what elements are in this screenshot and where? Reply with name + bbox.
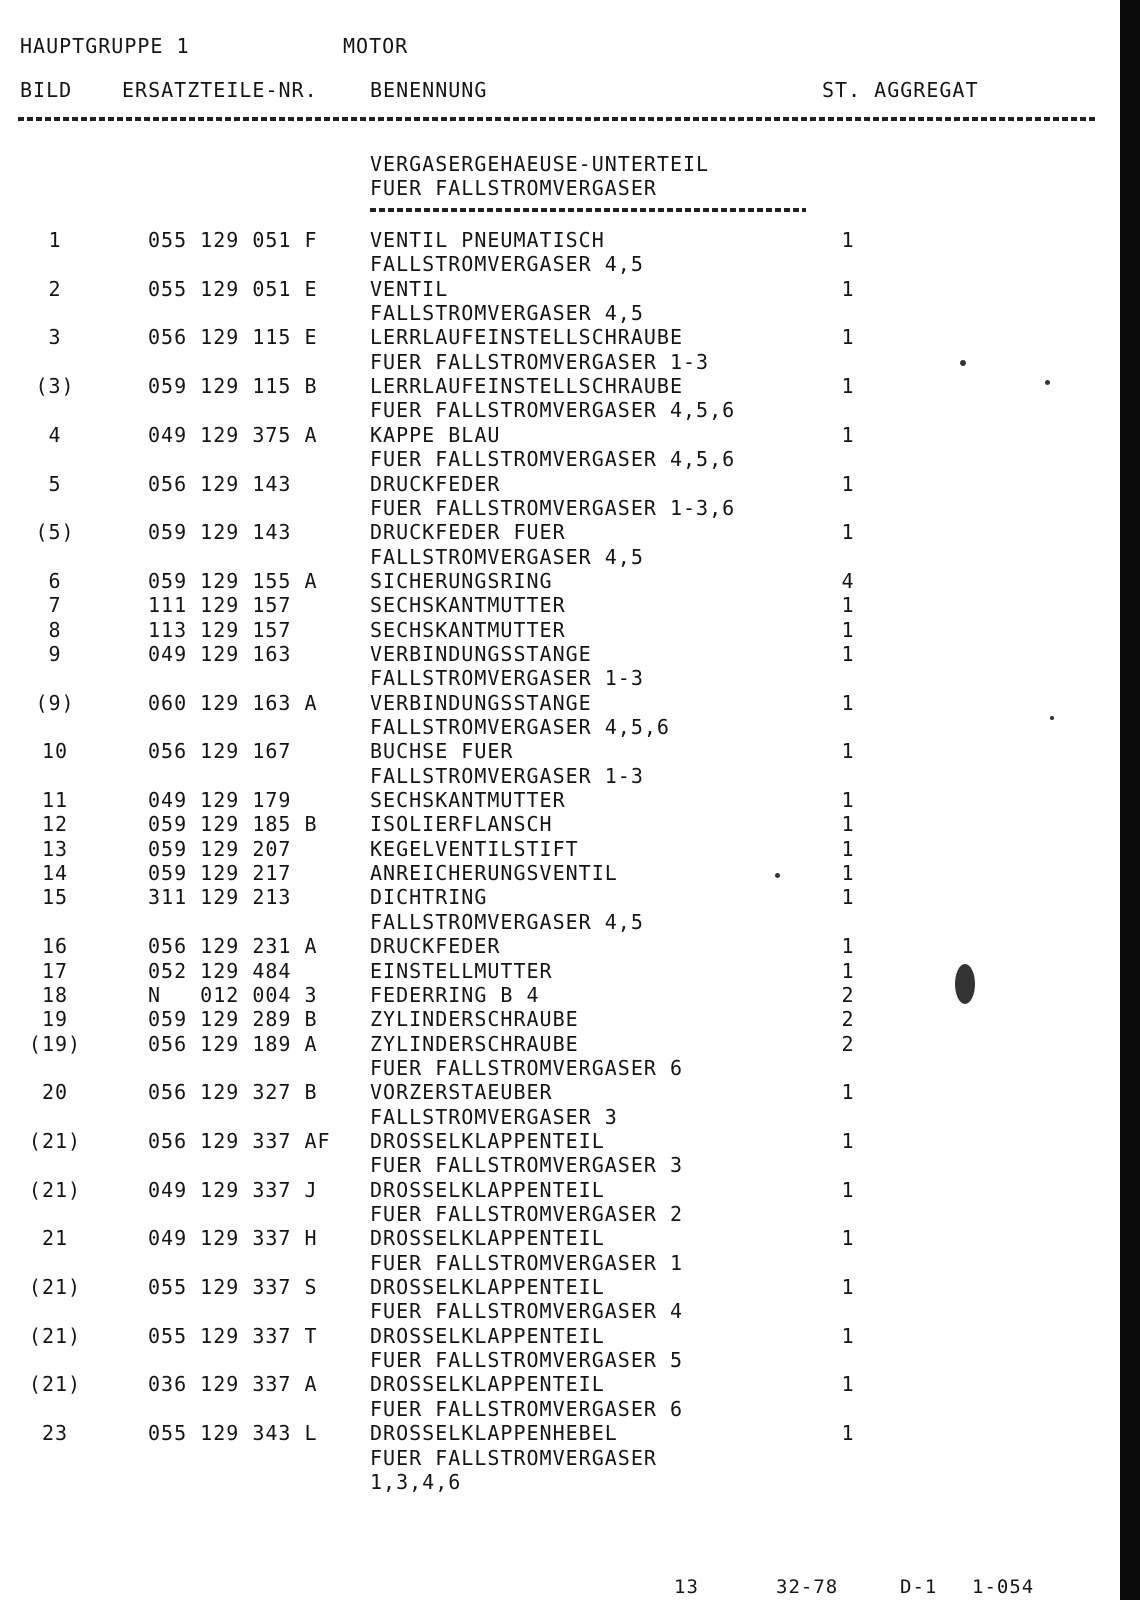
section-title: VERGASERGEHAEUSE-UNTERTEIL [370,152,710,176]
part-position-number: 20 [41,1080,69,1104]
part-row [0,861,1110,886]
scan-blot [955,964,975,1004]
part-row [0,837,1110,862]
section-subtitle: FUER FALLSTROMVERGASER [370,176,657,200]
part-position-number: (19) [28,1032,82,1056]
part-position-number: (9) [35,691,75,715]
part-row [0,1178,1110,1203]
part-row [0,1470,1110,1495]
part-name: DROSSELKLAPPENHEBEL [370,1421,618,1445]
part-position-number: (21) [28,1275,82,1299]
part-row [0,1153,1110,1178]
part-quantity: 1 [841,1324,855,1348]
part-name: DICHTRING [370,885,488,909]
part-row [0,1007,1110,1032]
part-position-number: 2 [48,277,62,301]
part-row [0,910,1110,935]
part-name: DROSSELKLAPPENTEIL [370,1129,605,1153]
part-row [0,545,1110,570]
part-row [0,301,1110,326]
part-quantity: 1 [841,1421,855,1445]
part-name: KAPPE BLAU [370,423,501,447]
part-quantity: 1 [841,812,855,836]
part-quantity: 1 [841,618,855,642]
part-name: DRUCKFEDER [370,472,501,496]
part-row [0,1275,1110,1300]
part-name: BUCHSE FUER [370,739,514,763]
part-row [0,1032,1110,1057]
part-row [0,983,1110,1008]
part-position-number: 3 [48,325,62,349]
footer-sheet: D-1 [900,1576,938,1598]
part-row [0,1105,1110,1130]
part-quantity: 1 [841,228,855,252]
part-position-number: 17 [41,959,69,983]
part-row [0,1324,1110,1349]
part-row [0,252,1110,277]
part-row [0,1421,1110,1446]
part-number: 055 129 337 S [148,1275,318,1299]
part-name: ZYLINDERSCHRAUBE [370,1007,579,1031]
part-name: LERRLAUFEINSTELLSCHRAUBE [370,374,683,398]
part-position-number: 6 [48,569,62,593]
part-row [0,691,1110,716]
scan-speck [960,360,966,366]
part-quantity: 4 [841,569,855,593]
part-row [0,1397,1110,1422]
part-name: SICHERUNGSRING [370,569,553,593]
part-quantity: 1 [841,1178,855,1202]
part-row [0,569,1110,594]
part-position-number: 1 [48,228,62,252]
part-name: FUER FALLSTROMVERGASER 5 [370,1348,683,1372]
part-row [0,325,1110,350]
part-position-number: 15 [41,885,69,909]
part-position-number: 23 [41,1421,69,1445]
part-name: VENTIL PNEUMATISCH [370,228,605,252]
part-name: ZYLINDERSCHRAUBE [370,1032,579,1056]
part-quantity: 1 [841,1226,855,1250]
part-number: 059 129 155 A [148,569,318,593]
section-underline [370,208,806,212]
part-row [0,1372,1110,1397]
part-quantity: 1 [841,788,855,812]
part-name: FUER FALLSTROMVERGASER 6 [370,1056,683,1080]
part-position-number: 4 [48,423,62,447]
part-row [0,666,1110,691]
part-name: FUER FALLSTROMVERGASER 2 [370,1202,683,1226]
part-number: 052 129 484 [148,959,292,983]
part-name: VENTIL [370,277,449,301]
part-row [0,959,1110,984]
part-name: FUER FALLSTROMVERGASER [370,1446,657,1470]
part-row [0,496,1110,521]
part-row [0,812,1110,837]
part-position-number: 10 [41,739,69,763]
part-number: 049 129 179 [148,788,292,812]
part-quantity: 1 [841,520,855,544]
part-row [0,277,1110,302]
part-name: LERRLAUFEINSTELLSCHRAUBE [370,325,683,349]
part-row [0,618,1110,643]
part-name: FALLSTROMVERGASER 4,5,6 [370,715,670,739]
part-row [0,739,1110,764]
part-row [0,350,1110,375]
part-quantity: 1 [841,1372,855,1396]
part-name: DROSSELKLAPPENTEIL [370,1275,605,1299]
part-number: 060 129 163 A [148,691,318,715]
part-name: FUER FALLSTROMVERGASER 6 [370,1397,683,1421]
part-quantity: 1 [841,642,855,666]
part-name: SECHSKANTMUTTER [370,788,566,812]
part-row [0,1348,1110,1373]
part-quantity: 1 [841,959,855,983]
part-row [0,1202,1110,1227]
column-header-name: BENENNUNG [370,78,488,102]
part-row [0,1129,1110,1154]
part-number: 113 129 157 [148,618,292,642]
column-header-bild: BILD [20,78,73,102]
part-name: FUER FALLSTROMVERGASER 4 [370,1299,683,1323]
part-position-number: 13 [41,837,69,861]
part-name: KEGELVENTILSTIFT [370,837,579,861]
part-number: 056 129 327 B [148,1080,318,1104]
part-quantity: 1 [841,1080,855,1104]
part-number: 049 129 375 A [148,423,318,447]
part-name: SECHSKANTMUTTER [370,593,566,617]
part-number: 056 129 231 A [148,934,318,958]
part-number: 056 129 337 AF [148,1129,331,1153]
part-position-number: 16 [41,934,69,958]
part-position-number: 7 [48,593,62,617]
footer-page-number: 13 [674,1576,699,1598]
part-quantity: 1 [841,837,855,861]
part-row [0,764,1110,789]
part-number: 036 129 337 A [148,1372,318,1396]
part-name: FALLSTROMVERGASER 3 [370,1105,618,1129]
part-quantity: 1 [841,1275,855,1299]
part-quantity: 2 [841,1032,855,1056]
part-number: 055 129 051 F [148,228,318,252]
part-quantity: 2 [841,983,855,1007]
part-quantity: 1 [841,325,855,349]
part-quantity: 1 [841,934,855,958]
part-position-number: (21) [28,1372,82,1396]
part-row [0,1226,1110,1251]
part-number: 059 129 289 B [148,1007,318,1031]
part-name: FUER FALLSTROMVERGASER 4,5,6 [370,447,736,471]
part-name: VERBINDUNGSSTANGE [370,691,592,715]
part-name: FUER FALLSTROMVERGASER 1-3,6 [370,496,736,520]
part-quantity: 1 [841,593,855,617]
scan-speck [775,873,780,878]
part-position-number: (5) [35,520,75,544]
part-name: EINSTELLMUTTER [370,959,553,983]
part-position-number: 9 [48,642,62,666]
part-row [0,885,1110,910]
part-row [0,520,1110,545]
part-position-number: (21) [28,1178,82,1202]
part-number: 059 129 143 [148,520,292,544]
part-name: ISOLIERFLANSCH [370,812,553,836]
part-number: 049 129 337 J [148,1178,318,1202]
part-row [0,1446,1110,1471]
part-quantity: 1 [841,374,855,398]
part-position-number: 8 [48,618,62,642]
part-row [0,1251,1110,1276]
part-row [0,472,1110,497]
part-name: ANREICHERUNGSVENTIL [370,861,618,885]
part-name: DROSSELKLAPPENTEIL [370,1226,605,1250]
part-quantity: 1 [841,691,855,715]
part-name: DROSSELKLAPPENTEIL [370,1178,605,1202]
part-name: FALLSTROMVERGASER 4,5 [370,910,644,934]
header-divider [18,117,1096,121]
part-number: 055 129 051 E [148,277,318,301]
part-position-number: 12 [41,812,69,836]
footer-reference: 1-054 [972,1576,1035,1598]
part-name: DRUCKFEDER [370,934,501,958]
part-number: 049 129 337 H [148,1226,318,1250]
part-name: FALLSTROMVERGASER 4,5 [370,252,644,276]
part-quantity: 1 [841,739,855,763]
part-name: DROSSELKLAPPENTEIL [370,1324,605,1348]
main-group-title: MOTOR [343,34,409,58]
part-row [0,934,1110,959]
part-quantity: 1 [841,861,855,885]
part-name: FUER FALLSTROMVERGASER 3 [370,1153,683,1177]
part-number: N 012 004 3 [148,983,318,1007]
part-row [0,1299,1110,1324]
column-header-part-number: ERSATZTEILE-NR. [122,78,318,102]
part-quantity: 2 [841,1007,855,1031]
part-number: 055 129 343 L [148,1421,318,1445]
column-header-qty-unit: ST. AGGREGAT [822,78,979,102]
part-row [0,1056,1110,1081]
part-name: SECHSKANTMUTTER [370,618,566,642]
part-row [0,228,1110,253]
part-name: FALLSTROMVERGASER 4,5 [370,545,644,569]
part-name: FUER FALLSTROMVERGASER 1-3 [370,350,710,374]
part-quantity: 1 [841,885,855,909]
part-row [0,447,1110,472]
part-name: DROSSELKLAPPENTEIL [370,1372,605,1396]
part-number: 059 129 217 [148,861,292,885]
footer-date: 32-78 [776,1576,839,1598]
main-group-label: HAUPTGRUPPE 1 [20,34,190,58]
part-position-number: (21) [28,1129,82,1153]
part-name: FUER FALLSTROMVERGASER 1 [370,1251,683,1275]
part-position-number: (3) [35,374,75,398]
part-quantity: 1 [841,472,855,496]
part-name: FALLSTROMVERGASER 1-3 [370,764,644,788]
part-number: 059 129 115 B [148,374,318,398]
part-name: 1,3,4,6 [370,1470,462,1494]
part-row [0,715,1110,740]
part-name: FEDERRING B 4 [370,983,540,1007]
part-row [0,593,1110,618]
part-position-number: 5 [48,472,62,496]
part-name: FALLSTROMVERGASER 1-3 [370,666,644,690]
scan-edge-shadow [1120,0,1140,1600]
part-name: FALLSTROMVERGASER 4,5 [370,301,644,325]
part-number: 049 129 163 [148,642,292,666]
part-row [0,642,1110,667]
part-number: 111 129 157 [148,593,292,617]
scan-speck [1045,380,1050,385]
part-quantity: 1 [841,423,855,447]
part-position-number: 21 [41,1226,69,1250]
part-row [0,398,1110,423]
part-position-number: (21) [28,1324,82,1348]
part-position-number: 19 [41,1007,69,1031]
part-quantity: 1 [841,1129,855,1153]
part-number: 056 129 189 A [148,1032,318,1056]
part-name: VERBINDUNGSSTANGE [370,642,592,666]
scan-speck [1050,716,1054,720]
part-number: 311 129 213 [148,885,292,909]
part-number: 056 129 143 [148,472,292,496]
part-number: 059 129 207 [148,837,292,861]
part-row [0,788,1110,813]
part-number: 059 129 185 B [148,812,318,836]
part-name: FUER FALLSTROMVERGASER 4,5,6 [370,398,736,422]
part-number: 055 129 337 T [148,1324,318,1348]
part-name: DRUCKFEDER FUER [370,520,566,544]
part-number: 056 129 115 E [148,325,318,349]
part-position-number: 11 [41,788,69,812]
part-position-number: 14 [41,861,69,885]
part-quantity: 1 [841,277,855,301]
part-row [0,1080,1110,1105]
part-row [0,374,1110,399]
part-number: 056 129 167 [148,739,292,763]
part-position-number: 18 [41,983,69,1007]
part-row [0,423,1110,448]
part-name: VORZERSTAEUBER [370,1080,553,1104]
